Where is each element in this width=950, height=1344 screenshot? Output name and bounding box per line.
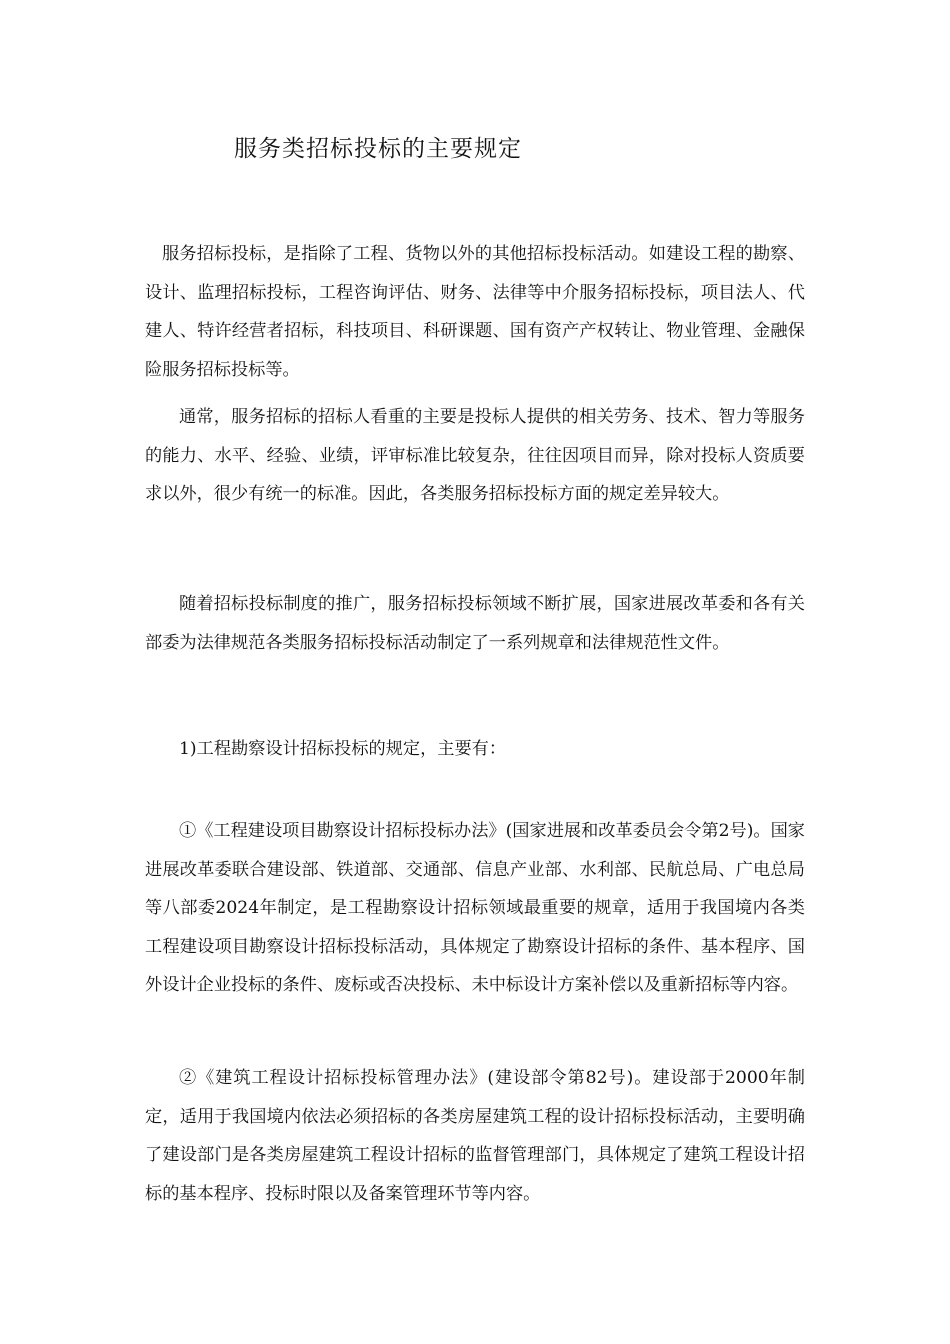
paragraph-regulations-overview: 随着招标投标制度的推广，服务招标投标领域不断扩展，国家进展改革委和各有关部委为法律规范各类服务招标投标活动制定了一系列规章和法律规范性文件。	[145, 594, 805, 653]
document-title: 服务类招标投标的主要规定	[234, 136, 522, 162]
paragraph-evaluation-standards: 通常，服务招标的招标人看重的主要是投标人提供的相关劳务、技术、智力等服务的能力、水平、经验、业绩，评审标准比较复杂，往往因项目而异，除对投标人资质要求以外，很少有统一的标准。因此，各类服务招标投标方面的规定差异较大。	[145, 407, 805, 504]
paragraph-survey-design-heading: 1)工程勘察设计招标投标的规定，主要有：	[179, 739, 507, 759]
paragraph-service-bidding-definition: 服务招标投标，是指除了工程、货物以外的其他招标投标活动。如建设工程的勘察、设计、监理招标投标，工程咨询评估、财务、法律等中介服务招标投标，项目法人、代建人、特许经营者招标，科技项目、科研课题、国有资产产权转让、物业管理、金融保险服务招标投标等。	[145, 244, 805, 380]
paragraph-regulation-item-1: ①《工程建设项目勘察设计招标投标办法》(国家进展和改革委员会令第2号)。国家进展改革委联合建设部、铁道部、交通部、信息产业部、水利部、民航总局、广电总局等八部委2024年制定，是工程勘察设计招标领域最重要的规章，适用于我国境内各类工程建设项目勘察设计招标投标活动，具体规定了勘察设计招标的条件、基本程序、国外设计企业投标的条件、废标或否决投标、未中标设计方案补偿以及重新招标等内容。	[145, 821, 805, 995]
paragraph-regulation-item-2: ②《建筑工程设计招标投标管理办法》(建设部令第82号)。建设部于2000年制定，适用于我国境内依法必须招标的各类房屋建筑工程的设计招标投标活动，主要明确了建设部门是各类房屋建筑工程设计招标的监督管理部门，具体规定了建筑工程设计招标的基本程序、投标时限以及备案管理环节等内容。	[145, 1068, 805, 1204]
